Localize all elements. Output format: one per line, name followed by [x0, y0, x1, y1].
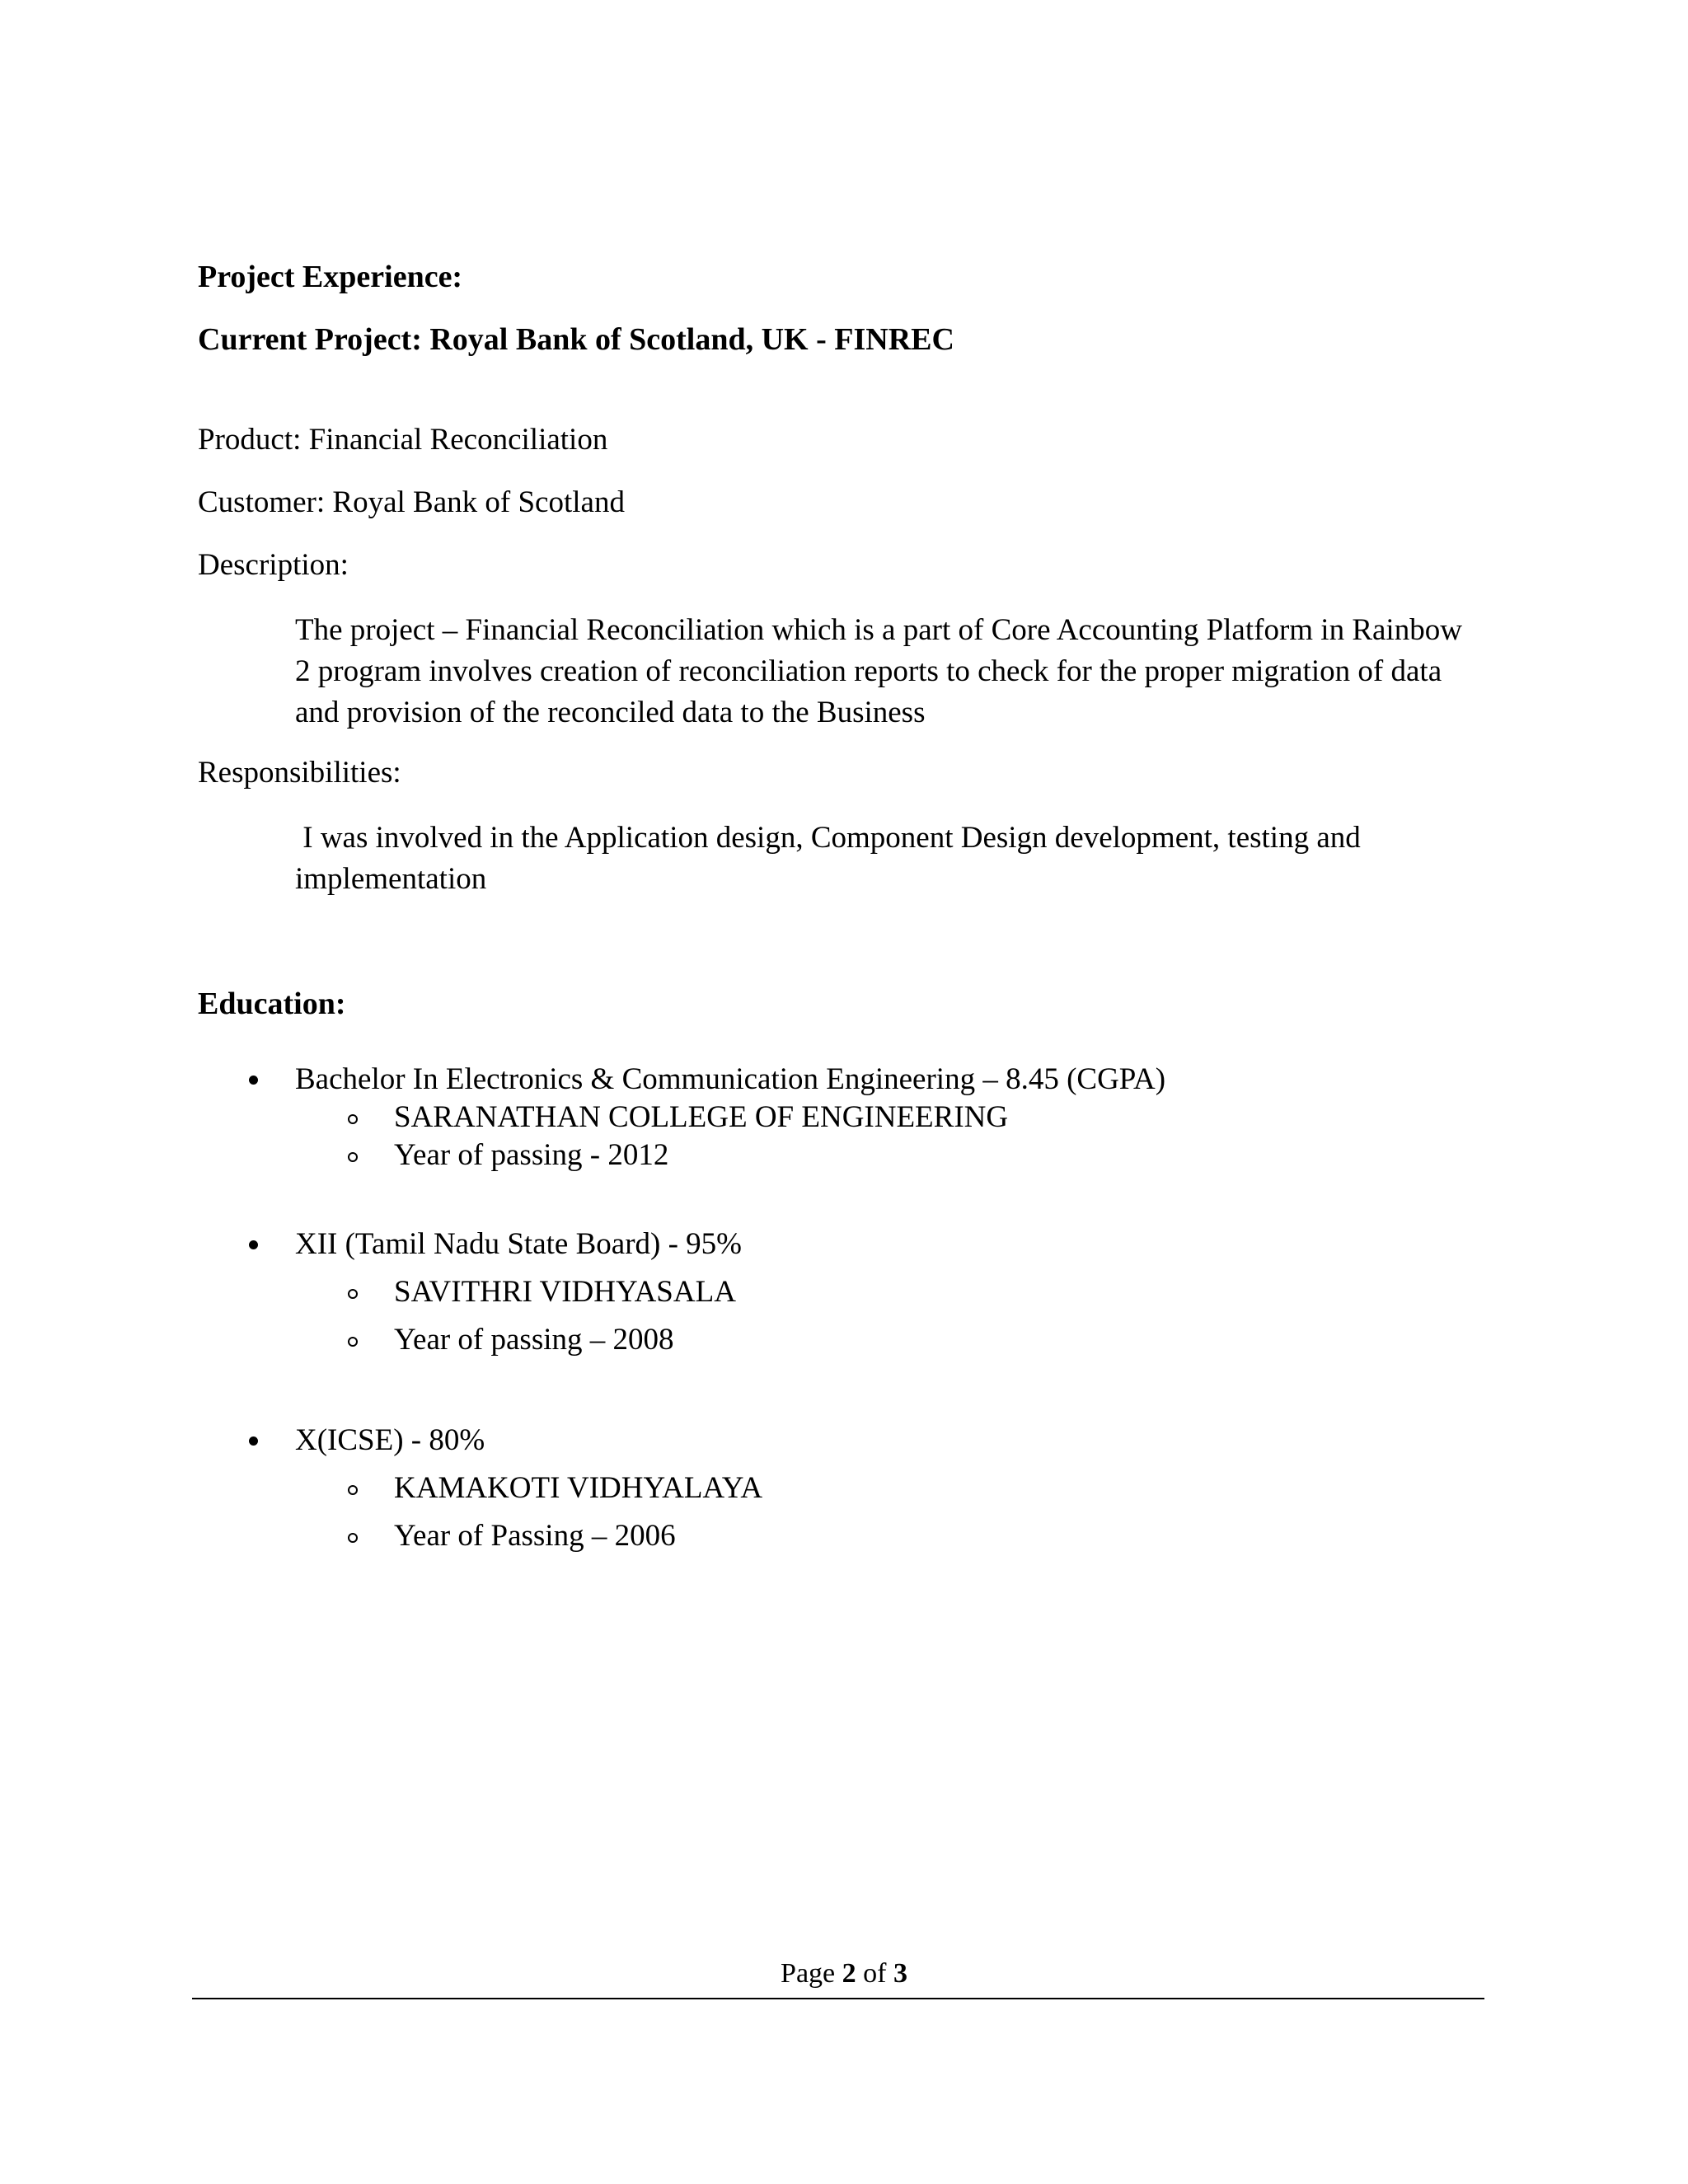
- bullet-icon: [249, 1076, 258, 1085]
- description-label: Description:: [198, 548, 349, 582]
- customer-line: Customer: Royal Bank of Scotland: [198, 485, 625, 519]
- page-prefix: Page: [781, 1958, 842, 1989]
- product-line: Product: Financial Reconciliation: [198, 423, 608, 457]
- current-project-title: Current Project: Royal Bank of Scotland, UK - FINREC: [198, 322, 954, 357]
- page-mid: of: [856, 1958, 893, 1989]
- description-text: The project – Financial Reconciliation which is a part of Core Accounting Platform in Rainbow 2 program involves creation of reconciliation reports to check for the proper migration of data and provision of the reconciled data to the Business: [295, 613, 1462, 729]
- sub-bullet-icon: [348, 1152, 358, 1162]
- sub-bullet-icon: [348, 1485, 358, 1495]
- education-item-title: Bachelor In Electronics & Communication Engineering – 8.45 (CGPA): [295, 1062, 1166, 1096]
- responsibilities-text: I was involved in the Application design, Component Design development, testing and implementation: [295, 821, 1368, 896]
- education-item-title: XII (Tamil Nadu State Board) - 95%: [295, 1227, 742, 1261]
- sub-bullet-icon: [348, 1289, 358, 1299]
- sub-bullet-icon: [348, 1533, 358, 1543]
- sub-bullet-icon: [348, 1337, 358, 1347]
- education-item-year: Year of Passing – 2006: [394, 1519, 676, 1553]
- education-item-school: SARANATHAN COLLEGE OF ENGINEERING: [394, 1100, 1009, 1134]
- project-experience-heading: Project Experience:: [198, 260, 463, 294]
- responsibilities-label: Responsibilities:: [198, 756, 401, 790]
- education-item-year: Year of passing - 2012: [394, 1138, 669, 1172]
- bullet-icon: [249, 1240, 258, 1249]
- education-item-year: Year of passing – 2008: [394, 1323, 674, 1357]
- education-heading: Education:: [198, 987, 346, 1021]
- footer-divider: [192, 1998, 1484, 1999]
- education-item-school: SAVITHRI VIDHYASALA: [394, 1275, 736, 1309]
- page-current: 2: [842, 1958, 856, 1989]
- education-item-title: X(ICSE) - 80%: [295, 1423, 485, 1457]
- page-total: 3: [893, 1958, 907, 1989]
- sub-bullet-icon: [348, 1114, 358, 1124]
- page-number: [0, 1957, 1688, 1990]
- bullet-icon: [249, 1436, 258, 1446]
- education-item-school: KAMAKOTI VIDHYALAYA: [394, 1471, 763, 1505]
